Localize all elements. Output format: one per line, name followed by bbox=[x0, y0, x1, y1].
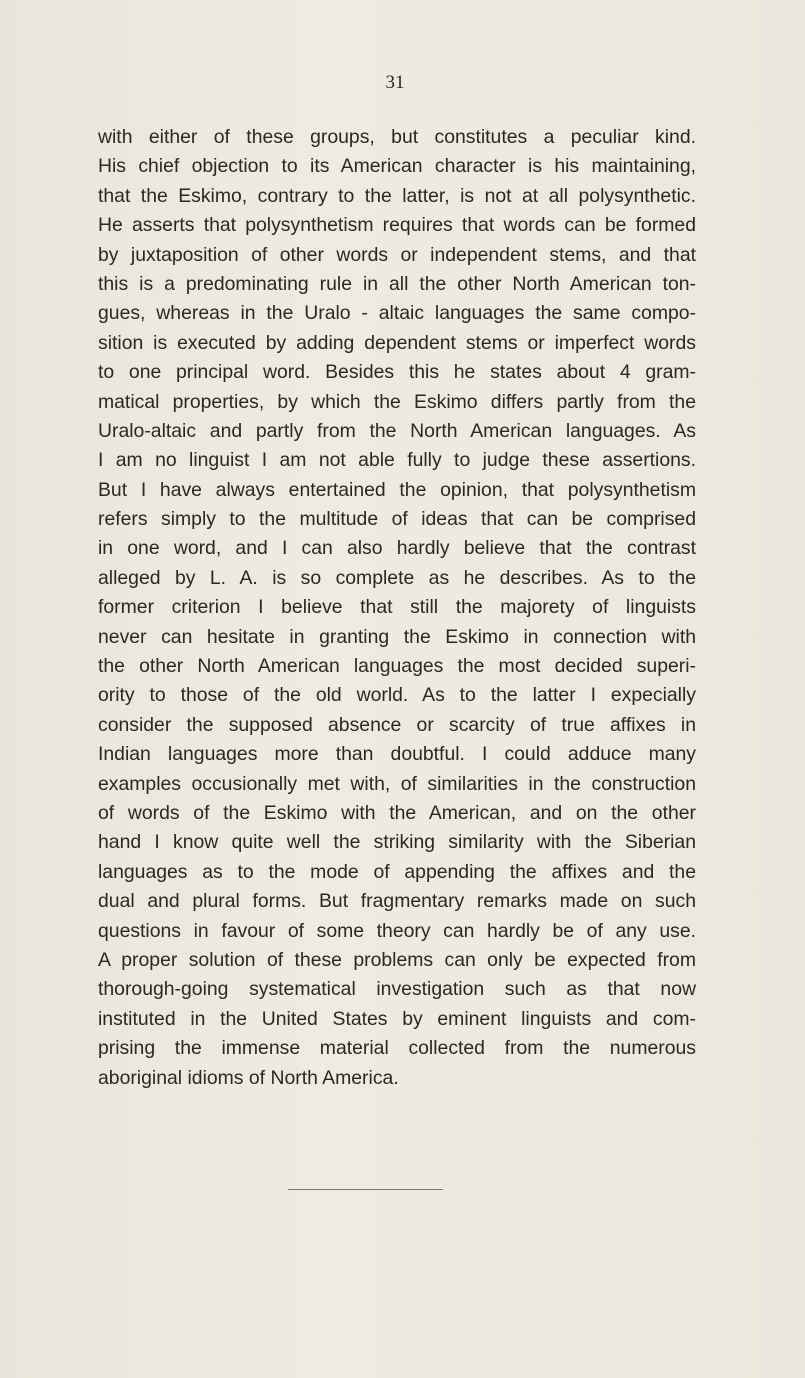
text-line: languages as to the mode of appending the affixes and the bbox=[98, 860, 696, 883]
text-line: But I have always entertained the opinion, that polysynthetism bbox=[98, 478, 696, 501]
text-line: He asserts that polysynthetism requires that words can be formed bbox=[98, 214, 696, 237]
text-line: alleged by L. A. is so complete as he describes. As to the bbox=[98, 566, 696, 589]
text-line: I am no linguist I am not able fully to judge these assertions. bbox=[98, 449, 696, 472]
text-line: questions in favour of some theory can hardly be of any use. bbox=[98, 919, 696, 942]
text-line: that the Eskimo, contrary to the latter, is not at all polysynthetic. bbox=[98, 184, 696, 207]
text-line: gues, whereas in the Uralo - altaic languages the same compo- bbox=[98, 302, 696, 325]
text-line: instituted in the United States by eminent linguists and com- bbox=[98, 1007, 696, 1030]
text-line: former criterion I believe that still the majorety of linguists bbox=[98, 596, 696, 619]
text-line: refers simply to the multitude of ideas that can be comprised bbox=[98, 508, 696, 531]
text-line: this is a predominating rule in all the other North American ton- bbox=[98, 272, 696, 295]
text-line: hand I know quite well the striking similarity with the Siberian bbox=[98, 831, 696, 854]
text-line: consider the supposed absence or scarcity of true affixes in bbox=[98, 713, 696, 736]
text-line: with either of these groups, but constitutes a peculiar kind. bbox=[98, 126, 696, 148]
text-line: by juxtaposition of other words or independent stems, and that bbox=[98, 243, 696, 266]
text-line: sition is executed by adding dependent stems or imperfect words bbox=[98, 331, 696, 354]
section-end-rule bbox=[288, 1189, 443, 1190]
text-line: Uralo-altaic and partly from the North American languages. As bbox=[98, 419, 696, 442]
text-line: A proper solution of these problems can only be expected from bbox=[98, 948, 696, 971]
text-line: thorough-going systematical investigation such as that now bbox=[98, 978, 696, 1001]
text-line: ority to those of the old world. As to the latter I expecially bbox=[98, 684, 696, 707]
text-line: the other North American languages the most decided superi- bbox=[98, 655, 696, 678]
text-line: in one word, and I can also hardly believe that the contrast bbox=[98, 537, 696, 560]
text-line: never can hesitate in granting the Eskimo in connection with bbox=[98, 625, 696, 648]
text-line: examples occusionally met with, of similarities in the construction bbox=[98, 772, 696, 795]
text-line: matical properties, by which the Eskimo differs partly from the bbox=[98, 390, 696, 413]
body-text bbox=[98, 123, 696, 1093]
text-line: His chief objection to its American character is his maintaining, bbox=[98, 155, 696, 178]
text-line: to one principal word. Besides this he states about 4 gram- bbox=[98, 361, 696, 384]
text-line: Indian languages more than doubtful. I could adduce many bbox=[98, 743, 696, 766]
text-line: dual and plural forms. But fragmentary remarks made on such bbox=[98, 890, 696, 913]
text-line-last: aboriginal idioms of North America. bbox=[98, 1066, 399, 1089]
page-number: 31 bbox=[385, 72, 405, 93]
text-line: of words of the Eskimo with the American, and on the other bbox=[98, 801, 696, 824]
text-line: prising the immense material collected from the numerous bbox=[98, 1037, 696, 1060]
